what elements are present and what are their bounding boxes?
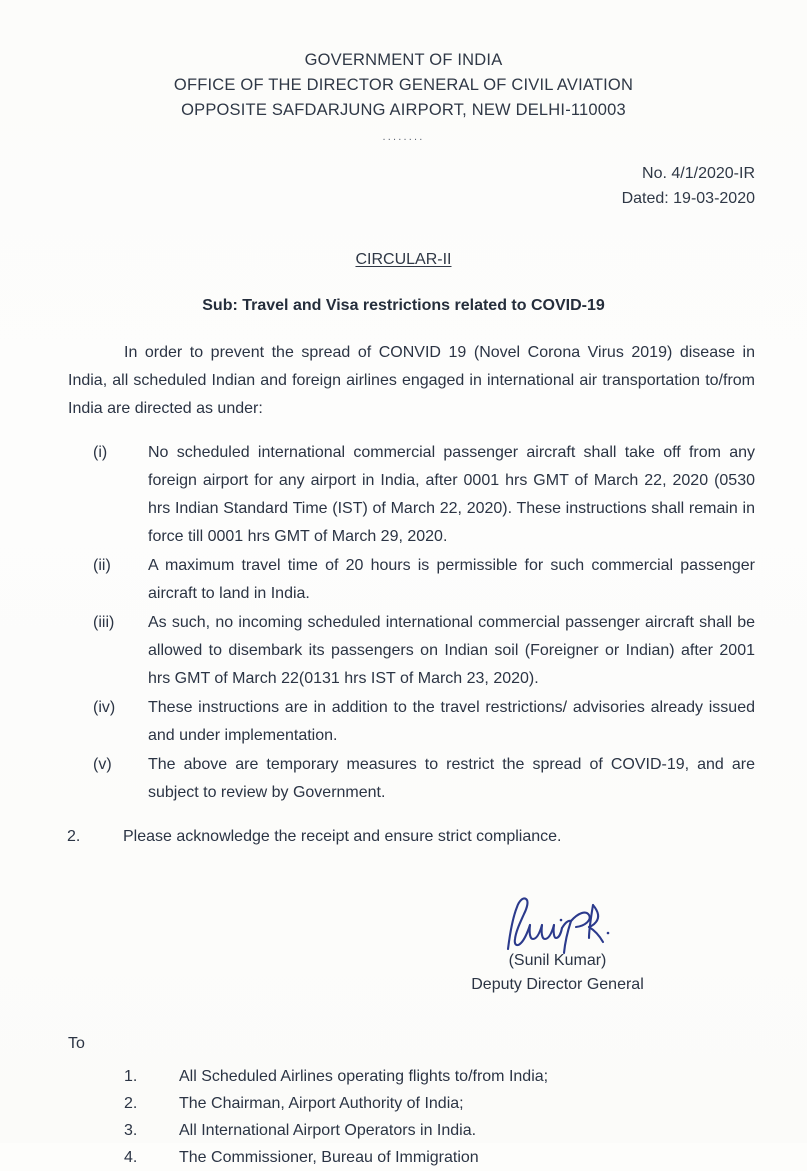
clause-item xyxy=(93,552,755,608)
recipients-list xyxy=(68,1063,807,1171)
clause-marker: (iv) xyxy=(93,699,116,716)
recipient-text: The Commissioner, Bureau of Immigration xyxy=(179,1149,479,1166)
recipients-block xyxy=(0,1031,807,1171)
reference-date: Dated: 19-03-2020 xyxy=(621,190,755,207)
signature-block xyxy=(0,893,807,997)
header-line-government: GOVERNMENT OF INDIA xyxy=(304,51,503,69)
handwritten-signature-icon xyxy=(492,893,622,955)
clause-item xyxy=(93,751,755,807)
recipient-row xyxy=(124,1144,807,1171)
reference-block xyxy=(0,161,807,211)
circular-title xyxy=(0,251,807,269)
document-body xyxy=(0,339,807,851)
clause-item xyxy=(93,609,755,693)
header-line-address: OPPOSITE SAFDARJUNG AIRPORT, NEW DELHI-110003 xyxy=(181,101,626,119)
recipient-text: The Chairman, Airport Authority of India; xyxy=(179,1095,464,1112)
dotted-separator: ........ xyxy=(382,131,425,143)
paragraph-two-text: Please acknowledge the receipt and ensure strict compliance. xyxy=(123,828,562,845)
recipient-marker: 1. xyxy=(124,1068,138,1085)
recipient-marker: 2. xyxy=(124,1095,138,1112)
recipient-row xyxy=(124,1090,807,1117)
clause-list xyxy=(68,439,755,807)
paragraph-two-marker: 2. xyxy=(67,828,81,845)
signatory-designation: Deputy Director General xyxy=(471,976,644,993)
circular-title-text: CIRCULAR-II xyxy=(355,251,452,268)
clause-text: As such, no incoming scheduled international commercial passenger aircraft shall be allowed to disembark its passengers on Indian soil (Foreigner or Indian) after 2001 hrs GMT of March 22(0131 hrs IST of March 23, 2020). xyxy=(148,614,755,687)
subject-line: Sub: Travel and Visa restrictions related to COVID-19 xyxy=(202,297,605,314)
recipient-text: All Scheduled Airlines operating flights to/from India; xyxy=(179,1068,549,1085)
recipients-label: To xyxy=(68,1035,85,1052)
clause-text: A maximum travel time of 20 hours is permissible for such commercial passenger aircraft to land in India. xyxy=(148,557,755,602)
recipient-row xyxy=(124,1063,807,1090)
paragraph-two xyxy=(67,823,755,851)
clause-item xyxy=(93,439,755,551)
clause-text: The above are temporary measures to restrict the spread of COVID-19, and are subject to review by Government. xyxy=(148,756,755,801)
intro-paragraph: In order to prevent the spread of CONVID 19 (Novel Corona Virus 2019) disease in India, all scheduled Indian and foreign airlines engaged in international air transportation to/from India are directed as under: xyxy=(68,344,755,417)
recipient-marker: 4. xyxy=(124,1149,138,1166)
reference-number: No. 4/1/2020-IR xyxy=(642,165,755,182)
clause-marker: (ii) xyxy=(93,557,111,574)
signatory-name: (Sunil Kumar) xyxy=(508,952,607,969)
clause-marker: (v) xyxy=(93,756,112,773)
document-header xyxy=(0,0,807,123)
recipient-text: All International Airport Operators in India. xyxy=(179,1122,477,1139)
recipient-marker: 3. xyxy=(124,1122,138,1139)
clause-marker: (iii) xyxy=(93,614,115,631)
clause-text: These instructions are in addition to the travel restrictions/ advisories already issued and under implementation. xyxy=(148,699,755,744)
header-line-office: OFFICE OF THE DIRECTOR GENERAL OF CIVIL AVIATION xyxy=(173,76,634,94)
clause-item xyxy=(93,694,755,750)
clause-marker: (i) xyxy=(93,444,108,461)
recipient-row xyxy=(124,1117,807,1144)
clause-text: No scheduled international commercial passenger aircraft shall take off from any foreign airport for any airport in India, after 0001 hrs GMT of March 22, 2020 (0530 hrs Indian Standard Time (IST) of March 22, 2020). These instructions shall remain in force till 0001 hrs GMT of March 29, 2020. xyxy=(148,444,755,545)
